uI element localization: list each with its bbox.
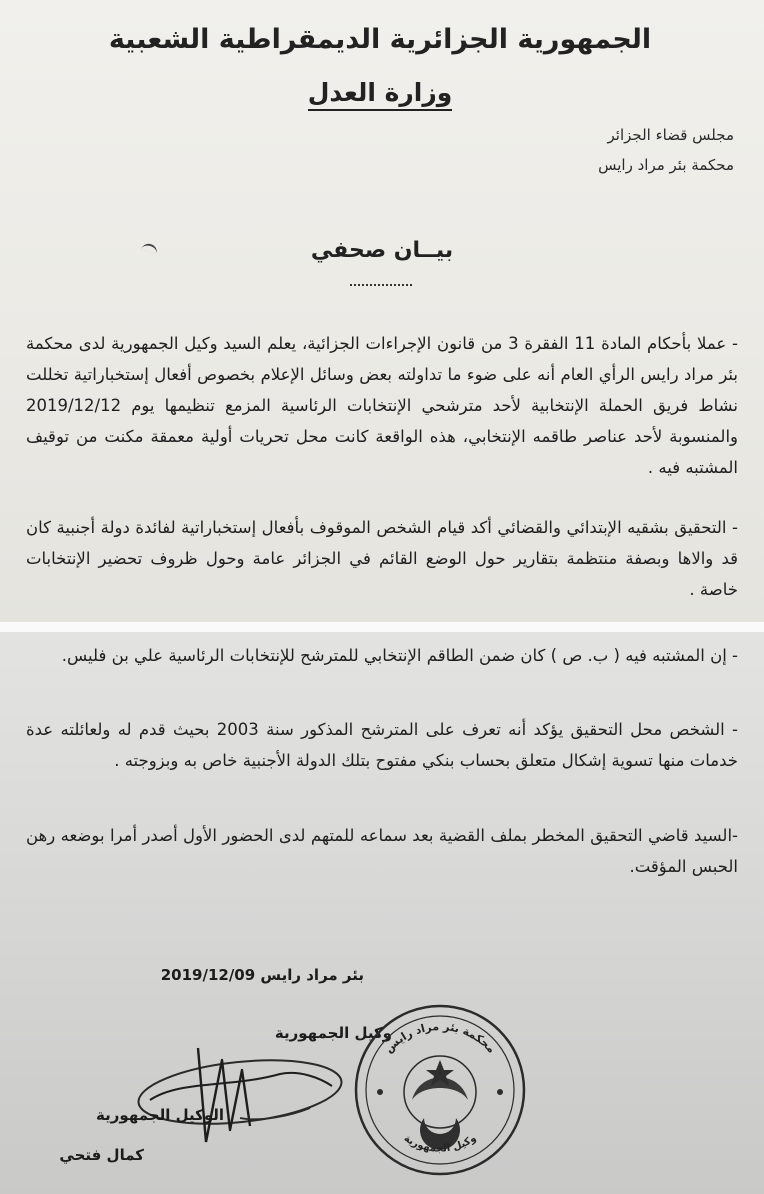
signature-name-line-1: الوكيل الجمهورية [96, 1106, 224, 1124]
signature-name-line-2: كمال فتحي [59, 1146, 144, 1164]
court-name: محكمة بئر مراد رايس [598, 156, 734, 174]
title-underline [350, 284, 412, 286]
seal-outer-text: محكمة بئر مراد رايس [382, 1019, 498, 1056]
paragraph-4: - الشخص محل التحقيق يؤكد أنه تعرف على المترشح المذكور سنة 2003 بحيث قدم له ولعائلته عدة خدمات منها تسوية إشكال متعلق بحساب بنكي مفتوح بتلك الدولة الأجنبية خاص به وبزوجته . [26, 720, 738, 770]
republic-heading: الجمهورية الجزائرية الديمقراطية الشعبية [108, 24, 652, 55]
paragraph-5: -السيد قاضي التحقيق المخطر بملف القضية بعد سماعه للمتهم لدى الحضور الأول أصدر أمرا بوضعه رهن الحبس المؤقت. [26, 826, 738, 876]
signatory-title: وكيل الجمهورية [274, 1024, 392, 1042]
stray-pen-mark [141, 242, 159, 255]
ministry-heading-text: وزارة العدل [308, 78, 453, 111]
paragraph-3: - إن المشتبه فيه ( ب. ص ) كان ضمن الطاقم الإنتخابي للمترشح للإنتخابات الرئاسية علي بن فليس. [61, 646, 738, 665]
seal-bottom-text: وكيل الجمهورية [401, 1132, 479, 1155]
document-title: بيــان صحفي [310, 238, 454, 263]
court-council-name: مجلس قضاء الجزائر [607, 126, 734, 144]
issuing-court-block [434, 120, 734, 180]
official-court-seal [350, 1000, 530, 1180]
page-divider [0, 622, 764, 632]
svg-text:محكمة بئر مراد رايس [382, 1020, 498, 1056]
paragraph-1: - عملا بأحكام المادة 11 الفقرة 3 من قانون الإجراءات الجزائية، يعلم السيد وكيل الجمهورية لدى محكمة بئر مراد رايس الرأي العام أنه على ضوء ما تداولته بعض وسائل الإعلام بخصوص أفعال إستخباراتية تخللت نشاط فريق الحملة الإنتخابية لأحد مترشحي الإنتخابات الرئاسية المزمع تنظيمها يوم 2019/12/12 والمنسوبة لأحد عناصر طاقمه الإنتخابي، هذه الواقعة كانت محل تحريات أولية معمقة مكنت من توقيف المشتبه فيه . [26, 334, 739, 477]
place-and-date: بئر مراد رايس 2019/12/09 [160, 966, 364, 984]
paragraph-2: - التحقيق بشقيه الإبتدائي والقضائي أكد قيام الشخص الموقوف بأفعال إستخباراتية لفائدة دولة أجنبية كان قد والاها وبصفة منتظمة بتقارير حول الوضع القائم في الجزائر عامة وحول ظروف تحضير الإنتخابات خاصة . [26, 518, 738, 599]
handwritten-signature [110, 1030, 350, 1160]
ministry-heading [240, 78, 520, 107]
